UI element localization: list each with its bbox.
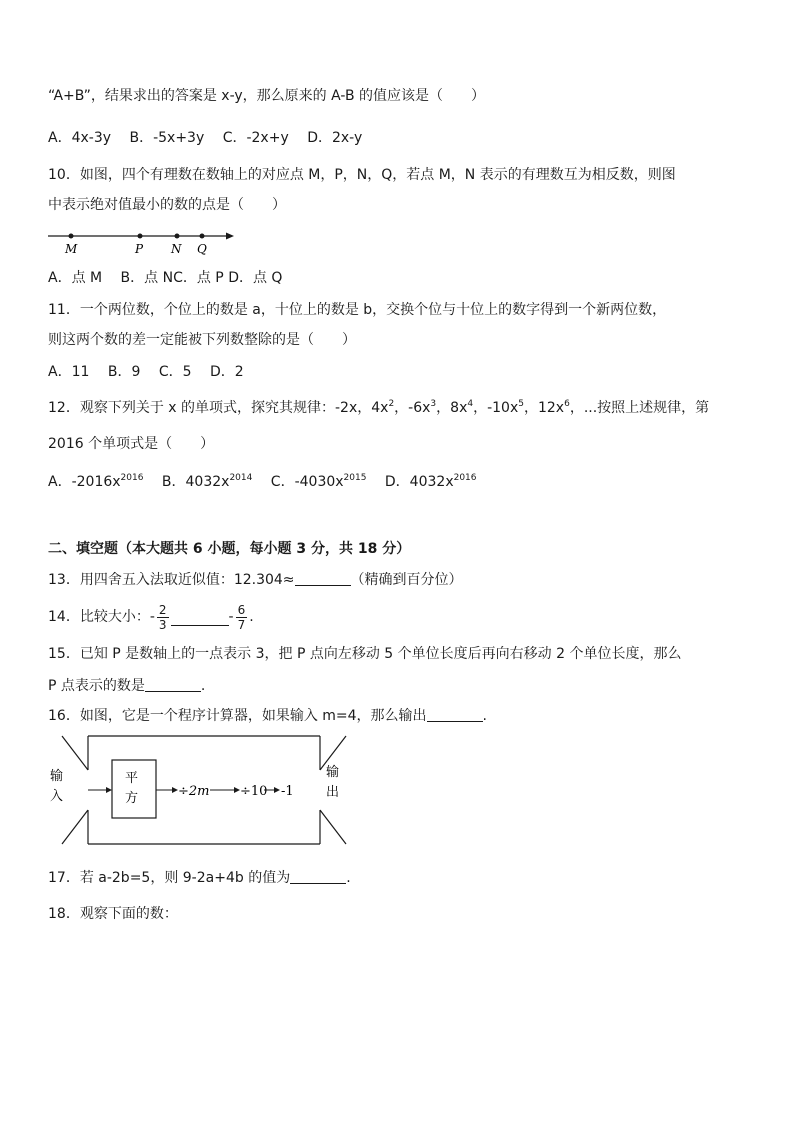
fraction-numerator: 2 [158,602,167,617]
q9-option-b: B．-5x+3y [129,130,205,146]
q16-text: 16．如图，它是一个程序计算器，如果输入 m=4，那么输出 [48,708,427,724]
q9-option-d: D．2x-y [307,130,363,146]
point-q-label: Q [197,242,207,256]
step3-minus-1: -1 [281,784,294,799]
q14-period: . [249,609,254,625]
q11-stem-line2: 则这两个数的差一定能被下列数整除的是（ ） [48,332,356,348]
q12-options [48,472,491,492]
q17-period: . [346,870,351,886]
output-label-char2: 出 [326,785,340,800]
q10-stem-line2: 中表示绝对值最小的数的点是（ ） [48,197,286,213]
minus-sign: - [149,609,155,625]
q12-exp: 5 [518,399,524,409]
q16-stem [48,706,487,726]
q12-exp: 6 [564,399,570,409]
q12-stem-line1 [48,398,709,418]
square-operation-box [112,760,156,818]
q9-option-a: A．4x-3y [48,130,112,146]
q12-exp: 3 [430,399,437,409]
q12-option-a-exp: 2016 [120,473,144,483]
output-label-char1: 输 [326,765,340,780]
point-m-label: M [65,242,78,256]
arrowhead [106,787,112,793]
box-label-char2: 方 [125,791,139,806]
q10-stem-line1: 10．如图，四个有理数在数轴上的对应点 M，P，N，Q，若点 M，N 表示的有理数互为相反数，则图 [48,167,676,183]
q12-option-a-text: A．-2016x [48,474,121,490]
q12-exp: 4 [467,399,474,409]
q11-option-b: B．9 [107,364,141,380]
q12-option-b [162,474,252,490]
fraction-numerator: 6 [237,602,246,617]
arrowhead [274,787,280,793]
q16-answer-blank[interactable] [427,707,483,722]
point-m-dot [69,234,74,239]
fraction-six-sevenths [236,603,248,632]
q12-stem-line2: 2016 个单项式是（ ） [48,436,215,452]
q10-number-line-diagram [44,226,240,258]
fraction-denominator: 7 [237,617,246,632]
q13-stem [48,570,463,590]
q18-stem: 18．观察下面的数： [48,906,178,922]
q12-text: ，-10x [473,400,519,416]
q11-option-c: C．5 [158,364,192,380]
point-q-dot [200,234,205,239]
section2-heading: 二、填空题（本大题共 6 小题，每小题 3 分，共 18 分） [48,541,411,557]
q13-text: （精确到百分位） [350,572,463,588]
q12-exp: 2 [388,399,395,409]
q17-answer-blank[interactable] [290,869,346,884]
point-n-label: N [171,242,182,256]
q17-text: 17．若 a-2b=5，则 9-2a+4b 的值为 [48,870,291,886]
q14-text: 14．比较大小： [48,609,150,625]
point-p-label: P [135,242,144,256]
q12-option-d-text: D．4032x [384,474,454,490]
q12-option-a [48,474,143,490]
q15-answer-blank[interactable] [145,677,201,692]
q12-text: ，...按照上述规律，第 [569,400,710,416]
q11-options [48,362,258,382]
q12-option-c-exp: 2015 [343,473,367,483]
q12-text: ，8x [436,400,468,416]
step1-divide-2m: ÷2m [178,784,210,799]
q16-period: . [482,708,487,724]
box-label-char1: 平 [125,771,139,786]
q14-answer-blank[interactable] [171,608,229,626]
q12-text: ，-6x [394,400,431,416]
input-label-char1: 输 [50,769,64,784]
input-funnel-lower [62,810,88,844]
q12-option-b-text: B．4032x [161,474,230,490]
number-line-arrowhead [226,233,234,240]
q12-text: 12．观察下列关于 x 的单项式，探究其规律：-2x，4x [48,400,389,416]
q10-options: A．点 M B．点 NC．点 P D．点 Q [48,270,283,286]
q12-option-c-text: C．-4030x [270,474,344,490]
q15-period: . [200,678,206,694]
q11-option-d: D．2 [209,364,244,380]
output-funnel-lower [320,810,346,844]
q15-stem-line1: 15．已知 P 是数轴上的一点表示 3，把 P 点向左移动 5 个单位长度后再向右移动 2 个单位长度，那么 [48,646,682,662]
input-funnel-upper [62,736,88,770]
fraction-denominator: 3 [158,617,167,632]
q15-text: P 点表示的数是 [48,678,145,694]
q9-option-c: C．-2x+y [222,130,289,146]
q13-answer-blank[interactable] [295,571,351,586]
point-p-dot [138,234,143,239]
q16-program-calculator-diagram [44,730,350,854]
q12-option-d [385,474,477,490]
point-n-dot [175,234,180,239]
q12-option-b-exp: 2014 [229,473,253,483]
q11-stem-line1: 11．一个两位数，个位上的数是 a，十位上的数是 b，交换个位与十位上的数字得到一个新两位数， [48,302,667,318]
q15-stem-line2 [48,676,205,696]
q9-stem: “A+B”，结果求出的答案是 x-y，那么原来的 A-B 的值应该是（ ） [48,88,485,104]
minus-sign: - [228,609,234,625]
q14-stem [48,600,254,634]
q9-options [48,128,376,148]
q11-option-a: A．11 [48,364,90,380]
q12-option-c [271,474,367,490]
q12-text: ，12x [523,400,565,416]
step2-divide-10: ÷10 [240,784,268,799]
input-label-char2: 入 [50,789,64,804]
q17-stem [48,868,351,888]
q12-option-d-exp: 2016 [453,473,477,483]
q13-text: 13．用四舍五入法取近似值：12.304≈ [48,572,295,588]
fraction-two-thirds [157,603,169,632]
